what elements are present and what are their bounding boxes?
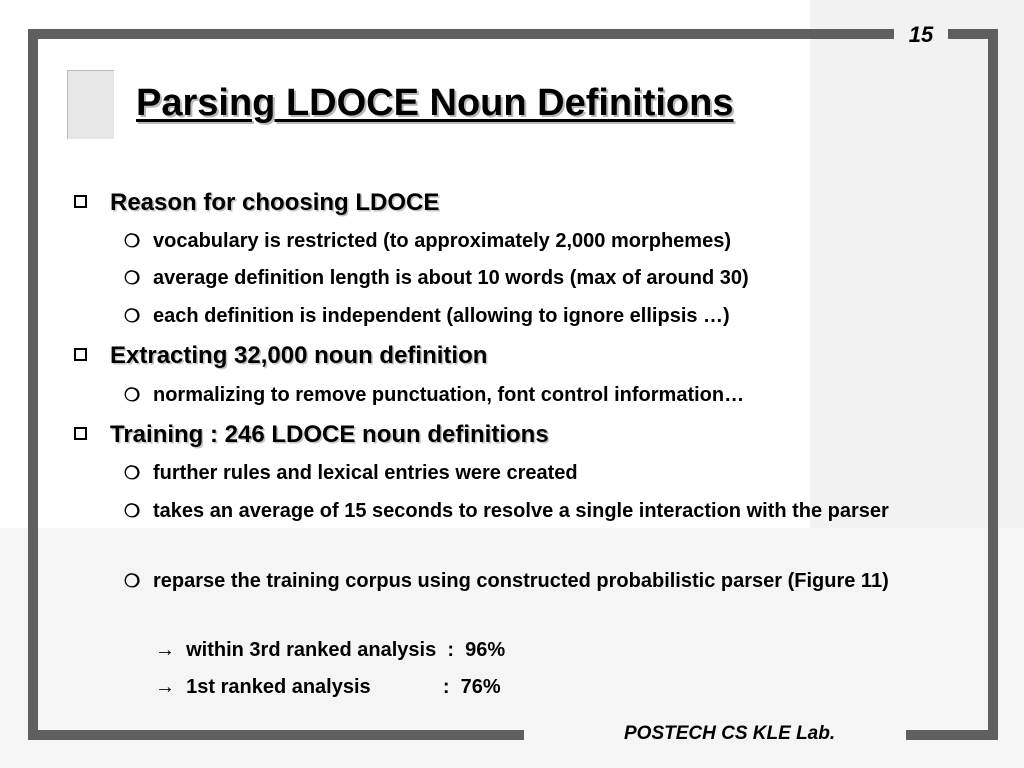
list-item-text: reparse the training corpus using constructed probabilistic parser (Figure 11) bbox=[153, 570, 889, 592]
result-line: → 1st ranked analysis : 76% bbox=[155, 676, 501, 698]
frame-left-bar bbox=[28, 29, 38, 740]
section-heading-text: Extracting 32,000 noun definition bbox=[110, 342, 488, 369]
slide-title: Parsing LDOCE Noun Definitions bbox=[136, 82, 734, 124]
list-item bbox=[124, 379, 924, 411]
checkbox-bullet-icon bbox=[74, 195, 87, 208]
title-accent-block bbox=[67, 70, 114, 139]
list-item-text: each definition is independent (allowing to ignore ellipsis …) bbox=[153, 305, 730, 327]
circle-bullet-icon: ❍ bbox=[124, 571, 141, 591]
circle-bullet-icon: ❍ bbox=[124, 385, 141, 405]
list-item-text: vocabulary is restricted (to approximately 2,000 morphemes) bbox=[153, 230, 731, 252]
frame-bottom-bar bbox=[28, 730, 524, 740]
checkbox-bullet-icon bbox=[74, 348, 87, 361]
list-item bbox=[124, 495, 924, 527]
circle-bullet-icon: ❍ bbox=[124, 306, 141, 326]
list-item bbox=[124, 225, 924, 257]
section-heading-text: Training : 246 LDOCE noun definitions bbox=[110, 421, 549, 448]
circle-bullet-icon: ❍ bbox=[124, 268, 141, 288]
footer-lab-name: POSTECH CS KLE Lab. bbox=[624, 723, 836, 744]
list-item bbox=[124, 565, 924, 597]
page-number: 15 bbox=[908, 22, 934, 47]
list-item-text: normalizing to remove punctuation, font control information… bbox=[153, 384, 745, 406]
list-item bbox=[124, 300, 924, 332]
circle-bullet-icon: ❍ bbox=[124, 463, 141, 483]
list-item-text: takes an average of 15 seconds to resolve a single interaction with the parser bbox=[153, 500, 889, 522]
frame-right-bar bbox=[988, 29, 998, 740]
result-line: → within 3rd ranked analysis : 96% bbox=[155, 639, 506, 661]
list-item-text: further rules and lexical entries were created bbox=[153, 462, 578, 484]
section-heading-text: Reason for choosing LDOCE bbox=[110, 189, 440, 216]
list-item bbox=[124, 457, 924, 489]
checkbox-bullet-icon bbox=[74, 427, 87, 440]
circle-bullet-icon: ❍ bbox=[124, 501, 141, 521]
list-item-text: average definition length is about 10 words (max of around 30) bbox=[153, 267, 749, 289]
circle-bullet-icon: ❍ bbox=[124, 231, 141, 251]
frame-bottom-right-bar bbox=[906, 730, 998, 740]
frame-top-bar bbox=[28, 29, 894, 39]
list-item bbox=[124, 262, 924, 294]
